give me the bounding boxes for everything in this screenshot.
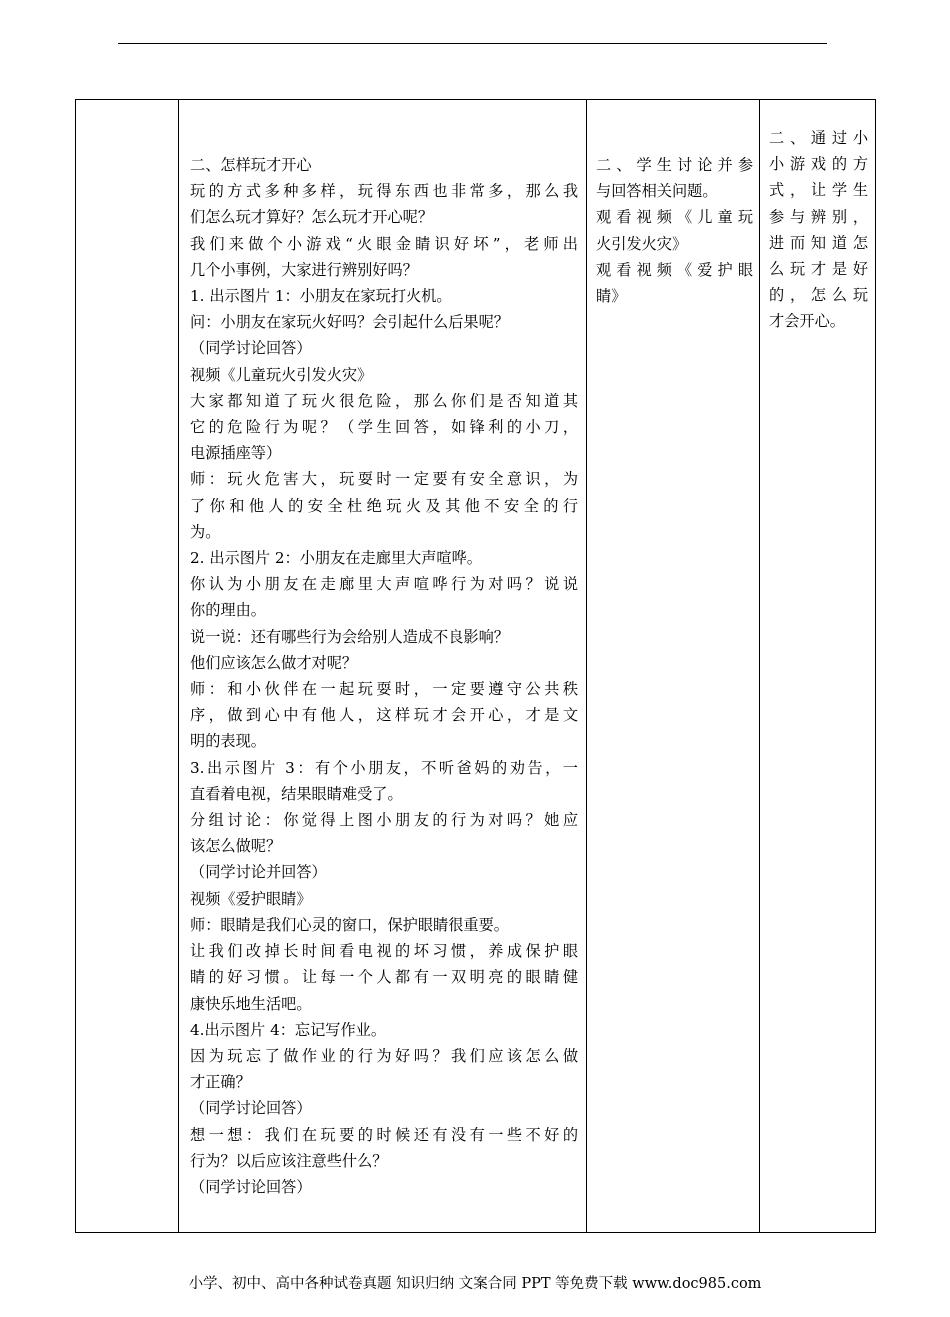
- design-purpose-text: [760, 100, 875, 335]
- text-line: 行为？以后应该注意些什么？: [190, 1151, 388, 1170]
- student-activity-cell: [587, 100, 760, 1233]
- text-line: 你认为小朋友在走廊里大声喧哗行为对吗？说说: [190, 575, 578, 594]
- text-line: 直看着电视，结果眼睛难受了。: [190, 784, 403, 803]
- text-line: 才会开心。: [769, 312, 845, 331]
- teaching-process-text: [179, 100, 586, 1200]
- text-line: 师：玩火危害大，玩耍时一定要有安全意识，为: [190, 470, 578, 489]
- text-line: 二、怎样玩才开心: [190, 156, 312, 174]
- text-line: 视频《爱护眼睛》: [190, 889, 312, 908]
- student-activity-text: [587, 100, 759, 309]
- text-line: 二、学生讨论并参: [596, 156, 753, 174]
- text-line: 小游戏的方: [769, 155, 868, 174]
- text-line: 师：和小伙伴在一起玩耍时，一定要遵守公共秩: [190, 680, 578, 699]
- text-line: 式，让学生: [769, 181, 868, 200]
- text-line: 他们应该怎么做才对呢？: [190, 653, 358, 672]
- text-line: 该怎么做呢？: [190, 837, 282, 856]
- text-line: 4.出示图片 4：忘记写作业。: [190, 1020, 387, 1039]
- text-line: 康快乐地生活吧。: [190, 994, 312, 1013]
- text-line: 说一说：还有哪些行为会给别人造成不良影响？: [190, 627, 509, 646]
- text-line: 玩的方式多种多样，玩得东西也非常多，那么我: [190, 182, 578, 201]
- design-purpose-cell: [760, 100, 876, 1233]
- text-line: 视频《儿童玩火引发火灾》: [190, 365, 373, 384]
- text-line: 1. 出示图片 1：小朋友在家玩打火机。: [190, 287, 452, 306]
- text-line: 序，做到心中有他人，这样玩才会开心，才是文: [190, 706, 578, 725]
- text-line: 观看视频《爱护眼: [596, 260, 753, 279]
- text-line: 问：小朋友在家玩火好吗？会引起什么后果呢？: [190, 313, 509, 332]
- text-line: 为。: [190, 522, 221, 541]
- text-line: 与回答相关问题。: [596, 182, 718, 201]
- text-line: 想一想：我们在玩要的时候还有没有一些不好的: [190, 1125, 578, 1144]
- text-line: 大家都知道了玩火很危险，那么你们是否知道其: [190, 391, 578, 410]
- text-line: 电源插座等）: [190, 444, 282, 463]
- text-line: 3.出示图片 3：有个小朋友，不听爸妈的劝告，一: [190, 758, 578, 777]
- text-line: 让我们改掉长时间看电视的坏习惯，养成保护眼: [190, 942, 578, 961]
- text-line: 师：眼睛是我们心灵的窗口，保护眼睛很重要。: [190, 915, 509, 934]
- text-line: 二、通过小: [769, 129, 868, 147]
- text-line: （同学讨论回答）: [190, 339, 312, 358]
- header-rule: [118, 43, 827, 44]
- footer-note: 小学、初中、高中各种试卷真题 知识归纳 文案合同 PPT 等免费下载 www.doc985.com: [188, 1276, 762, 1292]
- text-line: 我们来做个小游戏“火眼金睛识好坏”，老师出: [190, 234, 578, 253]
- text-line: 它的危险行为呢？（学生回答，如锋利的小刀，: [190, 418, 578, 437]
- text-line: 分组讨论：你觉得上图小朋友的行为对吗？她应: [190, 811, 578, 830]
- text-line: 你的理由。: [190, 601, 266, 620]
- text-line: 火引发火灾》: [596, 234, 688, 253]
- text-line: 才正确？: [190, 1073, 251, 1092]
- text-line: 睛的好习惯。让每一个人都有一双明亮的眼睛健: [190, 968, 578, 987]
- lesson-plan-table: [75, 99, 876, 1233]
- text-line: 了你和他人的安全杜绝玩火及其他不安全的行: [190, 496, 578, 515]
- text-line: 参与辨别，: [769, 207, 868, 226]
- text-line: 几个小事例，大家进行辨别好吗？: [190, 260, 418, 279]
- teaching-process-cell: [179, 100, 587, 1233]
- text-line: 么玩才是好: [769, 260, 868, 279]
- text-line: （同学讨论回答）: [190, 1177, 312, 1196]
- text-line: （同学讨论回答）: [190, 1099, 312, 1118]
- text-line: 因为玩忘了做作业的行为好吗？我们应该怎么做: [190, 1046, 578, 1065]
- text-line: 睛》: [596, 287, 627, 306]
- text-line: 进而知道怎: [769, 233, 868, 252]
- text-line: （同学讨论并回答）: [190, 863, 327, 882]
- stage-cell: [76, 100, 179, 1233]
- text-line: 2. 出示图片 2：小朋友在走廊里大声喧哗。: [190, 549, 482, 568]
- text-line: 们怎么玩才算好？怎么玩才开心呢？: [190, 208, 433, 227]
- table-row: [76, 100, 876, 1233]
- text-line: 观看视频《儿童玩: [596, 208, 753, 227]
- text-line: 的，怎么玩: [769, 286, 868, 305]
- text-line: 明的表现。: [190, 732, 266, 751]
